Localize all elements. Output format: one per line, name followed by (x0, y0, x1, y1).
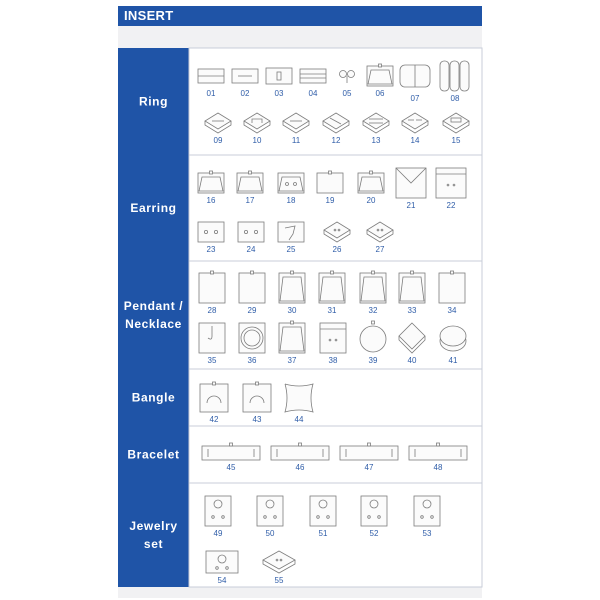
hanging-card-icon (199, 271, 225, 303)
double-card-icon (436, 168, 466, 198)
round-box-icon (440, 326, 466, 351)
item-number: 52 (369, 529, 379, 538)
category-label-cell (118, 483, 189, 587)
item-number: 24 (246, 245, 256, 254)
item-number: 05 (342, 89, 352, 98)
item-number: 22 (446, 201, 456, 210)
item-number: 02 (240, 89, 250, 98)
item-number: 44 (294, 415, 304, 424)
slanted-stand-icon (360, 271, 386, 303)
category-bangle (118, 369, 482, 426)
slanted-stand-icon (279, 271, 305, 303)
hook-card-icon (199, 323, 225, 353)
slot-pad-icon (232, 69, 258, 83)
slanted-stand-icon (198, 171, 224, 193)
item-number: 18 (286, 196, 296, 205)
item-number: 51 (318, 529, 328, 538)
item-number: 49 (213, 529, 223, 538)
item-number: 19 (325, 196, 335, 205)
slanted-stand-icon (399, 271, 425, 303)
category-jewelry-set (118, 483, 482, 587)
set-card-icon (361, 496, 387, 526)
item-number: 34 (447, 306, 457, 315)
item-number: 15 (451, 136, 461, 145)
item-number: 50 (265, 529, 275, 538)
item-number: 43 (252, 415, 262, 424)
item-number: 35 (207, 356, 217, 365)
slanted-stand-icon (358, 171, 384, 193)
category-earring (118, 155, 482, 261)
item-number: 26 (332, 245, 342, 254)
item-number: 37 (287, 356, 297, 365)
category-ring (118, 48, 482, 155)
item-number: 41 (448, 356, 458, 365)
slanted-stand-icon (367, 64, 393, 86)
lined-pad-icon (300, 69, 326, 83)
flat-pad-icon (198, 69, 224, 83)
category-label: Pendant / (123, 299, 184, 313)
category-label: Necklace (125, 317, 182, 331)
item-number: 42 (209, 415, 219, 424)
slanted-stand-icon (319, 271, 345, 303)
hanging-card-icon (317, 171, 343, 193)
item-number: 28 (207, 306, 217, 315)
bangle-arch-icon (200, 382, 228, 412)
category-label: Bangle (131, 390, 176, 405)
item-number: 04 (308, 89, 318, 98)
folder-card-icon (396, 168, 426, 198)
hanging-card-icon (239, 271, 265, 303)
slanted-stand-icon (279, 321, 305, 353)
item-number: 23 (206, 245, 216, 254)
item-number: 46 (295, 463, 305, 472)
roll-bar-icon (400, 65, 430, 87)
item-number: 36 (247, 356, 257, 365)
item-number: 09 (213, 136, 223, 145)
item-number: 01 (206, 89, 216, 98)
item-number: 12 (331, 136, 341, 145)
item-number: 25 (286, 245, 296, 254)
item-number: 54 (217, 576, 227, 585)
single-slot-icon (266, 68, 292, 84)
set-card-icon (414, 496, 440, 526)
item-number: 55 (274, 576, 284, 585)
category-label: Ring (138, 94, 169, 109)
slanted-stand-icon (237, 171, 263, 193)
category-label: Earring (130, 201, 177, 215)
item-number: 48 (433, 463, 443, 472)
item-number: 29 (247, 306, 257, 315)
item-number: 20 (366, 196, 376, 205)
set-card-icon (257, 496, 283, 526)
item-number: 03 (274, 89, 284, 98)
item-number: 47 (364, 463, 374, 472)
category-label-cell (118, 261, 189, 369)
set-card-icon (206, 551, 238, 573)
item-number: 14 (410, 136, 420, 145)
item-number: 30 (287, 306, 297, 315)
category-bracelet (118, 426, 482, 483)
bangle-arch-icon (243, 382, 271, 412)
item-number: 40 (407, 356, 417, 365)
category-pendant (118, 261, 482, 369)
set-card-icon (310, 496, 336, 526)
item-number: 07 (410, 94, 420, 103)
card-holes-icon (198, 222, 224, 242)
item-number: 27 (375, 245, 385, 254)
double-card-icon (320, 323, 346, 353)
item-number: 11 (291, 136, 301, 145)
item-number: 38 (328, 356, 338, 365)
item-number: 33 (407, 306, 417, 315)
item-number: 06 (375, 89, 385, 98)
triple-roll-icon (440, 61, 469, 91)
category-label: Bracelet (127, 447, 180, 462)
item-number: 13 (371, 136, 381, 145)
item-number: 31 (327, 306, 337, 315)
item-number: 39 (368, 356, 378, 365)
item-number: 17 (245, 196, 255, 205)
category-label: set (143, 537, 164, 551)
page-title: INSERT (124, 8, 174, 23)
category-items-cell (189, 369, 482, 426)
hand-card-icon (278, 222, 304, 242)
item-number: 08 (450, 94, 460, 103)
category-label: Jewelry (129, 519, 178, 533)
item-number: 45 (226, 463, 236, 472)
item-number: 21 (406, 201, 416, 210)
item-number: 53 (422, 529, 432, 538)
stand-holes-icon (278, 173, 304, 193)
card-holes-icon (238, 222, 264, 242)
pillow-icon (285, 384, 313, 412)
set-card-icon (205, 496, 231, 526)
round-frame-icon (239, 323, 265, 353)
item-number: 32 (368, 306, 378, 315)
item-number: 10 (252, 136, 262, 145)
item-number: 16 (206, 196, 216, 205)
hanging-card-icon (439, 271, 465, 303)
